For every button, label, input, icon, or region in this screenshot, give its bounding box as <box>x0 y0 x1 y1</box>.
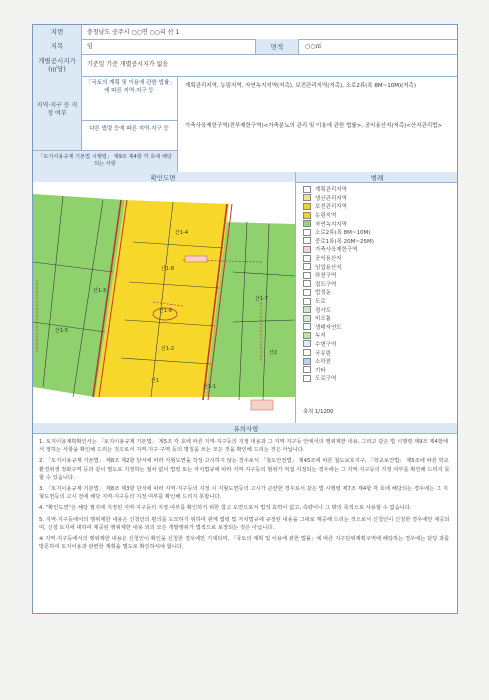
parcel-label: 산1-7 <box>255 296 268 302</box>
legend-item <box>303 331 453 340</box>
legend-item <box>303 374 453 383</box>
note-paragraph: 2. 「토지이용규제 기본법」 제8조 제2항 단서에 따라 지형도면을 작성·고시하지 않는 경우로서 「철도안전법」 제45조에 따른 철도보호지구, 「학교보건법」 제5조에 따른 학교환경위생 정화구역 등과 같이 별도로 지정하는 절차 없이 법령 또는 자치법규에 따라 지역·지구등의 범위가 직접 지정되는 경우에는 그 지역·지구등의 지정 여부를 확인해 드리지 못할 수 있습니다. <box>39 458 450 481</box>
zoning-map <box>33 182 295 423</box>
parcel-label: 산1-8 <box>161 266 174 272</box>
legend-item <box>303 254 453 263</box>
enforcement-decree-label: 「토지이용규제 기본법 시행령」 제9조 제4항 각 호에 해당되는 사항 <box>38 154 172 168</box>
official-price-value: 기준일 기준 개별공시지가 없음 <box>87 61 169 68</box>
national-law-zone-label: 「국토의 계획 및 이용에 관한 법률」에 따른 지역·지구 등 <box>85 80 173 94</box>
legend-item <box>303 237 453 246</box>
national-law-zone-value: 계획관리지역, 농림지역, 자연녹지지역(저촉), 보전관리지역(저촉), 소로2류(폭 8M~10M)(저촉) <box>185 83 417 89</box>
legend-label: 생산관리지역 <box>315 195 347 202</box>
legend-label: 계획관리지역 <box>315 187 347 194</box>
zone-designation-label: 지역·지구 등 지정 여부 <box>36 102 78 117</box>
legend-swatch <box>303 298 311 305</box>
legend-label: 임업용산지 <box>315 264 342 271</box>
legend-label: 자연녹지지역 <box>315 221 347 228</box>
legend-label: 가축사육제한구역 <box>315 247 358 254</box>
other-law-zone-value: 가축사육제한구역(전부제한구역)<가축분뇨의 관리 및 이용에 관한 법률>, 공익용산지(저촉)<산지관리법> <box>185 123 443 129</box>
legend-item <box>303 228 453 237</box>
legend-label: 비오톱 <box>315 316 331 323</box>
map-panel <box>33 182 296 424</box>
notes-title: 유의사항 <box>233 425 259 433</box>
legend-label: 보전관리지역 <box>315 204 347 211</box>
legend-label: 도로 <box>315 299 326 306</box>
use-zone-block <box>33 76 457 173</box>
legend-swatch <box>303 349 311 356</box>
address-label: 지번 <box>33 25 82 39</box>
legend-item <box>303 305 453 314</box>
legend-title: 범례 <box>370 174 384 182</box>
note-paragraph: 3. 「토지이용규제 기본법」 제8조 제3항 단서에 따라 지역·지구등의 지정 시 지형도면등의 고시가 곤란한 경우로서 같은 법 시행령 제7조 제4항 각 호에 해당되는 경우에는 그 지형도면등의 고시 전에 해당 지역·지구등의 지정 여부를 확인해 드리지 못합니다. <box>39 486 448 501</box>
legend-swatch <box>303 315 311 322</box>
note-paragraph: 4. "확인도면"은 해당 필지에 지정된 지역·지구등의 지정 여부를 확인하기 위한 참고 도면으로서 법적 효력이 없고, 측량이나 그 밖의 목적으로 사용할 수 없습니다. <box>39 505 412 512</box>
legend-swatch <box>303 280 311 287</box>
map-scale: 축척 1/1200 <box>303 409 334 415</box>
parcel-label: 산1-3 <box>93 288 106 294</box>
official-price-row <box>33 54 457 77</box>
legend-label: 소로2류(폭 8M~10M) <box>315 230 371 237</box>
legend-label: 접도구역 <box>315 281 337 288</box>
legend-item <box>303 340 453 349</box>
parcel-label: 산1-5 <box>55 328 68 334</box>
legend-item <box>303 194 453 203</box>
land-category-value: 임 <box>87 43 93 50</box>
parcel-label: 산1-6 <box>159 308 172 314</box>
legend-item <box>303 262 453 271</box>
legend-label: 중로1류(폭 20M~25M) <box>315 238 374 245</box>
legend-list <box>303 185 453 383</box>
legend-swatch <box>303 375 311 382</box>
notes-header-row <box>33 423 457 434</box>
legend-item <box>303 211 453 220</box>
legend-item <box>303 271 453 280</box>
legend-item <box>303 202 453 211</box>
legend-swatch <box>303 332 311 339</box>
address-row <box>33 25 457 40</box>
official-price-label: 개별공시지가 (㎡당) <box>33 54 82 76</box>
legend-swatch <box>303 366 311 373</box>
legend-swatch <box>303 340 311 347</box>
legend-label: 수변구역 <box>315 341 337 348</box>
address-value: 충청남도 공주시 ○○면 ○○리 산 1 <box>87 29 180 36</box>
legend-item <box>303 297 453 306</box>
legend-swatch <box>303 203 311 210</box>
legend-swatch <box>303 194 311 201</box>
parcel-label: 산1-4 <box>175 230 188 236</box>
legend-swatch <box>303 323 311 330</box>
land-category-label: 지목 <box>33 39 82 54</box>
legend-swatch <box>303 255 311 262</box>
legend-swatch <box>303 220 311 227</box>
area-value: ○○㎡ <box>305 43 322 50</box>
legend-swatch <box>303 289 311 296</box>
legend-item <box>303 348 453 357</box>
legend-label: 법정동 <box>315 290 331 297</box>
legend-swatch <box>303 186 311 193</box>
legend-swatch <box>303 229 311 236</box>
legend-swatch <box>303 237 311 244</box>
parcel-label: 산1-2 <box>161 346 174 352</box>
legend-item <box>303 288 453 297</box>
legend-label: 하천구역 <box>315 273 337 280</box>
note-paragraph: 5. 지역·지구등에서의 행위제한 내용은 신청인의 편의를 도모하기 위하여 관계 법령 및 자치법규에 규정된 내용을 그대로 제공해 드리는 것으로서 신청인이 신청한 경우에만 제공되며, 신청 토지에 대하여 제공된 행위제한 내용 외의 모든 개발행위가 법적으로 보장되는 것은 아닙니다. <box>39 516 450 531</box>
land-use-document <box>32 24 458 614</box>
area-label: 면적 <box>255 39 299 54</box>
land-category-row <box>33 39 457 55</box>
note-paragraph: 1. 토지이용계획확인서는 「토지이용규제 기본법」 제5조 각 호에 따른 지역·지구등의 지정 내용과 그 지역·지구등 안에서의 행위제한 내용, 그리고 같은 법 시행령 제9조 제4항에서 정하는 사항을 확인해 드리는 것으로서 지역·지구·구역 등의 명칭을 쓰는 모든 것을 확인해 드리는 것은 아닙니다. <box>39 439 448 454</box>
legend-item <box>303 185 453 194</box>
legend-swatch <box>303 272 311 279</box>
parcel-label: 산1 <box>151 378 160 384</box>
legend-item <box>303 357 453 366</box>
legend-item <box>303 323 453 332</box>
legend-swatch <box>303 358 311 365</box>
parcel-label: 산3-1 <box>203 384 216 390</box>
legend-swatch <box>303 306 311 313</box>
legend-label: 기타 <box>315 367 326 374</box>
legend-label: 국유림 <box>315 350 331 357</box>
legend-label: 농림지역 <box>315 213 337 220</box>
other-law-zone-label: 다른 법령 등에 따른 지역·지구 등 <box>89 126 169 132</box>
legend-swatch <box>303 263 311 270</box>
map-title: 확인도면 <box>150 174 176 182</box>
legend-label: 녹지 <box>315 333 326 340</box>
legend-label: 생태자연도 <box>315 324 342 331</box>
legend-label: 소하천 <box>315 359 331 366</box>
legend-label: 공익용산지 <box>315 256 342 263</box>
legend-item <box>303 280 453 289</box>
legend-label: 도로구역 <box>315 376 337 383</box>
legend-swatch <box>303 212 311 219</box>
legend-item <box>303 314 453 323</box>
note-paragraph: ※ 지역·지구등에서의 행위제한 내용은 신청인이 확인을 신청한 경우에만 기재되며, 「국토의 계획 및 이용에 관한 법률」에 따른 지구단위계획구역에 해당하는 경우에는 담당 과를 방문하여 토지이용과 관련한 계획을 별도로 확인하셔야 합니다. <box>39 536 450 551</box>
legend-swatch <box>303 246 311 253</box>
notes-body <box>39 438 451 554</box>
legend-panel <box>303 185 453 383</box>
parcel-label: 산2 <box>269 350 278 356</box>
legend-label: 경사도 <box>315 307 331 314</box>
legend-item <box>303 245 453 254</box>
legend-item <box>303 219 453 228</box>
legend-item <box>303 365 453 374</box>
